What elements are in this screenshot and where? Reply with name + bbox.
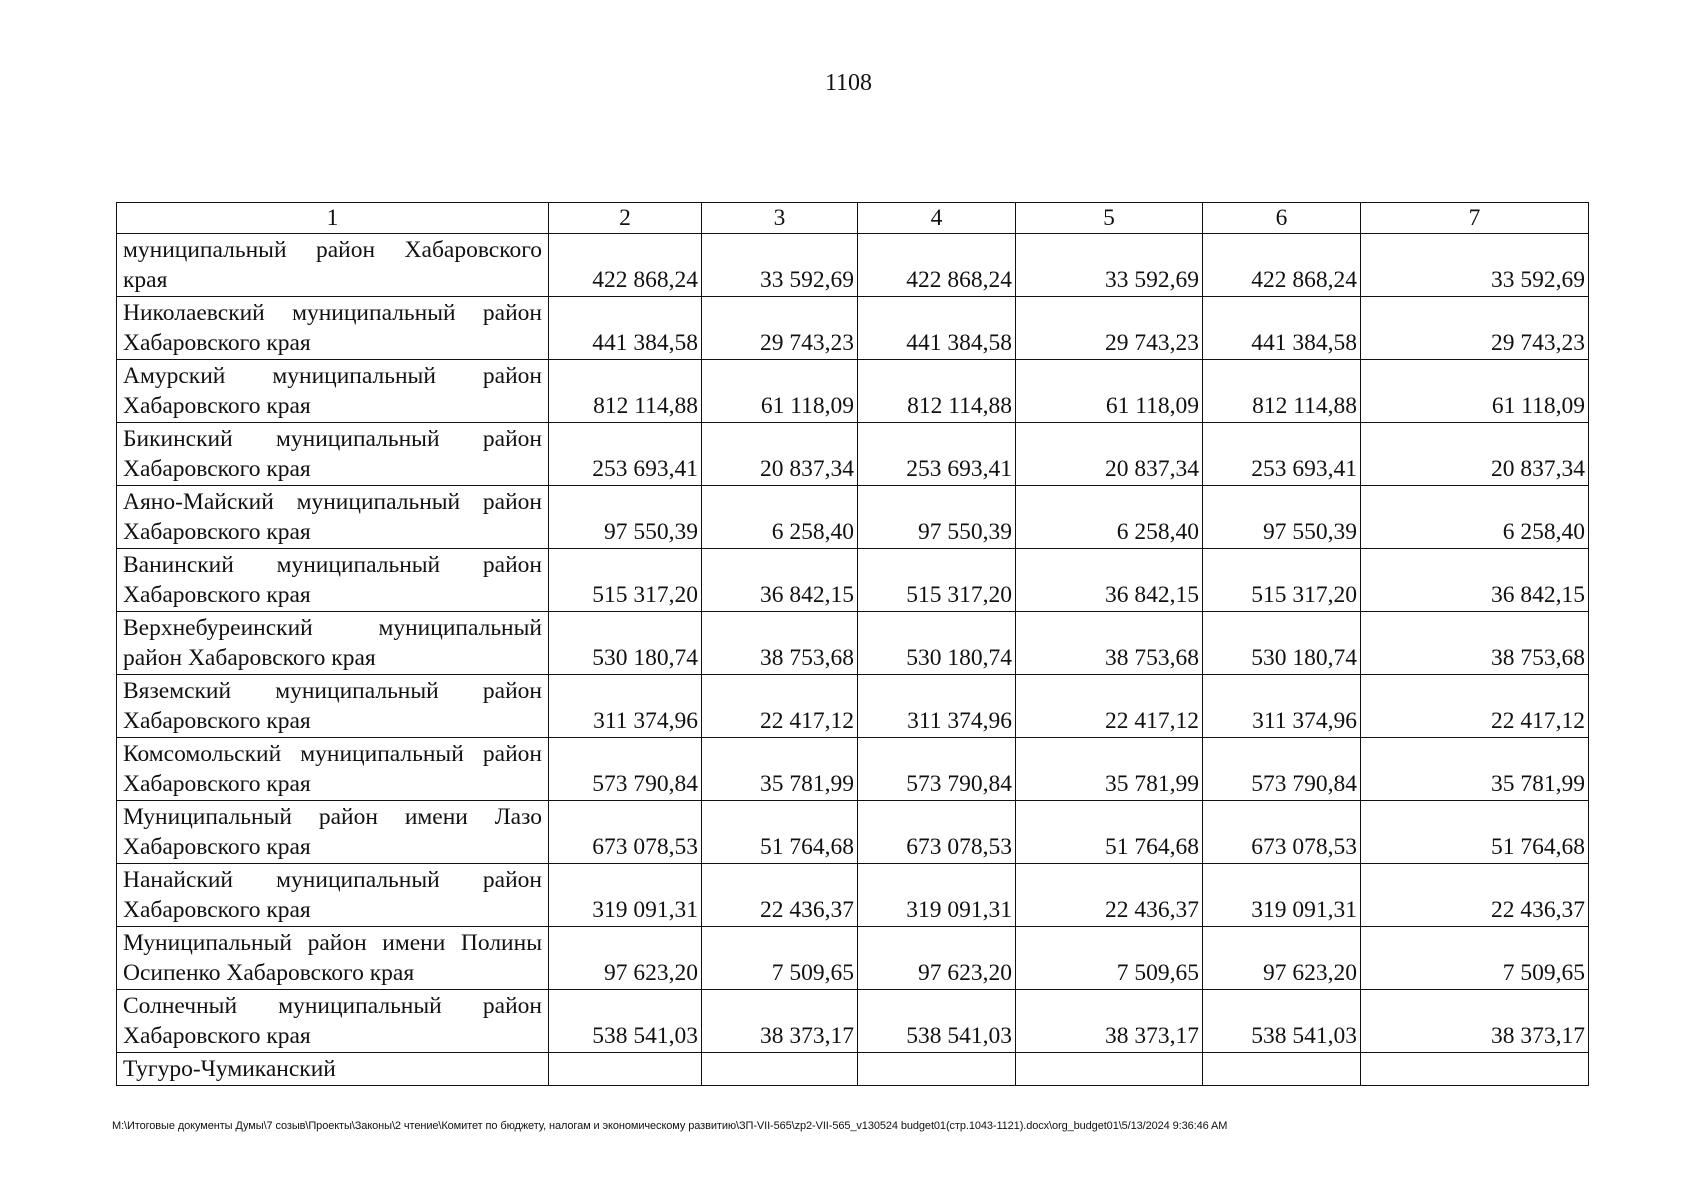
amount-cell: 20 837,34	[1361, 423, 1589, 486]
amount-cell: 35 781,99	[702, 738, 858, 801]
amount-cell: 515 317,20	[858, 549, 1016, 612]
amount-cell: 253 693,41	[858, 423, 1016, 486]
amount-cell	[858, 1053, 1016, 1086]
district-name-cell: Вяземский муниципальный район Хабаровского края	[117, 675, 549, 738]
amount-cell: 22 417,12	[702, 675, 858, 738]
amount-cell: 319 091,31	[858, 864, 1016, 927]
amount-cell: 97 550,39	[1203, 486, 1361, 549]
amount-cell: 6 258,40	[702, 486, 858, 549]
amount-cell: 311 374,96	[549, 675, 702, 738]
table-row	[117, 234, 1589, 297]
amount-cell: 422 868,24	[1203, 234, 1361, 297]
amount-cell: 573 790,84	[1203, 738, 1361, 801]
column-header: 4	[858, 203, 1016, 234]
amount-cell: 6 258,40	[1361, 486, 1589, 549]
column-number-row	[117, 203, 1589, 234]
amount-cell: 311 374,96	[858, 675, 1016, 738]
amount-cell: 33 592,69	[1361, 234, 1589, 297]
amount-cell: 538 541,03	[549, 990, 702, 1053]
district-name-cell: Муниципальный район имени Полины Осипенко Хабаровского края	[117, 927, 549, 990]
amount-cell: 22 417,12	[1361, 675, 1589, 738]
table-row	[117, 1053, 1589, 1086]
district-name-cell: Комсомольский муниципальный район Хабаровского края	[117, 738, 549, 801]
amount-cell: 22 436,37	[1361, 864, 1589, 927]
amount-cell: 35 781,99	[1361, 738, 1589, 801]
budget-table	[116, 202, 1589, 1086]
amount-cell: 812 114,88	[858, 360, 1016, 423]
amount-cell: 530 180,74	[1203, 612, 1361, 675]
amount-cell: 29 743,23	[1361, 297, 1589, 360]
table-row	[117, 801, 1589, 864]
table-row	[117, 927, 1589, 990]
table-row	[117, 360, 1589, 423]
amount-cell: 61 118,09	[1016, 360, 1203, 423]
amount-cell: 38 753,68	[1361, 612, 1589, 675]
district-name-cell: Верхнебуреинский муниципальный район Хабаровского края	[117, 612, 549, 675]
district-name-cell: Аяно-Майский муниципальный район Хабаровского края	[117, 486, 549, 549]
amount-cell: 253 693,41	[1203, 423, 1361, 486]
amount-cell: 573 790,84	[549, 738, 702, 801]
amount-cell: 812 114,88	[549, 360, 702, 423]
amount-cell: 38 753,68	[1016, 612, 1203, 675]
amount-cell: 20 837,34	[702, 423, 858, 486]
amount-cell: 36 842,15	[702, 549, 858, 612]
table-row	[117, 423, 1589, 486]
amount-cell: 319 091,31	[1203, 864, 1361, 927]
amount-cell: 812 114,88	[1203, 360, 1361, 423]
amount-cell: 253 693,41	[549, 423, 702, 486]
table-row	[117, 990, 1589, 1053]
amount-cell	[1016, 1053, 1203, 1086]
amount-cell: 441 384,58	[858, 297, 1016, 360]
amount-cell: 97 623,20	[549, 927, 702, 990]
amount-cell: 97 623,20	[1203, 927, 1361, 990]
amount-cell: 441 384,58	[1203, 297, 1361, 360]
amount-cell	[549, 1053, 702, 1086]
amount-cell: 29 743,23	[1016, 297, 1203, 360]
amount-cell: 36 842,15	[1361, 549, 1589, 612]
amount-cell: 538 541,03	[858, 990, 1016, 1053]
amount-cell: 22 436,37	[1016, 864, 1203, 927]
table-row	[117, 297, 1589, 360]
district-name-cell: Ванинский муниципальный район Хабаровского края	[117, 549, 549, 612]
amount-cell: 22 436,37	[702, 864, 858, 927]
amount-cell: 97 623,20	[858, 927, 1016, 990]
column-header: 7	[1361, 203, 1589, 234]
amount-cell: 38 373,17	[1016, 990, 1203, 1053]
amount-cell: 7 509,65	[702, 927, 858, 990]
amount-cell: 422 868,24	[858, 234, 1016, 297]
amount-cell: 35 781,99	[1016, 738, 1203, 801]
amount-cell: 515 317,20	[1203, 549, 1361, 612]
amount-cell: 673 078,53	[858, 801, 1016, 864]
district-name-cell: Бикинский муниципальный район Хабаровского края	[117, 423, 549, 486]
amount-cell	[1361, 1053, 1589, 1086]
amount-cell: 530 180,74	[549, 612, 702, 675]
amount-cell: 7 509,65	[1016, 927, 1203, 990]
amount-cell: 7 509,65	[1361, 927, 1589, 990]
table-row	[117, 675, 1589, 738]
amount-cell: 61 118,09	[1361, 360, 1589, 423]
amount-cell: 573 790,84	[858, 738, 1016, 801]
district-name-cell: Николаевский муниципальный район Хабаровского края	[117, 297, 549, 360]
district-name-cell: муниципальный район Хабаровского края	[117, 234, 549, 297]
district-name-cell: Амурский муниципальный район Хабаровского края	[117, 360, 549, 423]
amount-cell: 422 868,24	[549, 234, 702, 297]
amount-cell: 97 550,39	[858, 486, 1016, 549]
table-row	[117, 612, 1589, 675]
table-row	[117, 738, 1589, 801]
amount-cell	[702, 1053, 858, 1086]
district-name-cell: Солнечный муниципальный район Хабаровского края	[117, 990, 549, 1053]
district-name-cell: Тугуро-Чумиканский	[117, 1053, 549, 1086]
amount-cell: 51 764,68	[1361, 801, 1589, 864]
amount-cell: 538 541,03	[1203, 990, 1361, 1053]
table-row	[117, 486, 1589, 549]
amount-cell: 36 842,15	[1016, 549, 1203, 612]
amount-cell: 22 417,12	[1016, 675, 1203, 738]
amount-cell: 311 374,96	[1203, 675, 1361, 738]
amount-cell: 441 384,58	[549, 297, 702, 360]
column-header: 2	[549, 203, 702, 234]
amount-cell: 61 118,09	[702, 360, 858, 423]
amount-cell: 673 078,53	[549, 801, 702, 864]
amount-cell: 38 373,17	[702, 990, 858, 1053]
table-row	[117, 864, 1589, 927]
amount-cell: 51 764,68	[1016, 801, 1203, 864]
district-name-cell: Нанайский муниципальный район Хабаровского края	[117, 864, 549, 927]
amount-cell: 38 753,68	[702, 612, 858, 675]
amount-cell	[1203, 1053, 1361, 1086]
file-path-footer: M:\Итоговые документы Думы\7 созыв\Проекты\Законы\2 чтение\Комитет по бюджету, налогам и экономическому развитию\ЗП-VII-565\zp2-VII-565_v130524 budget01(стр.1043-1121).docx\org_budget01\5/13/2024 9:36:46 AM	[112, 1120, 1228, 1132]
page-number: 1108	[824, 70, 873, 96]
amount-cell: 33 592,69	[702, 234, 858, 297]
amount-cell: 51 764,68	[702, 801, 858, 864]
amount-cell: 673 078,53	[1203, 801, 1361, 864]
column-header: 6	[1203, 203, 1361, 234]
amount-cell: 530 180,74	[858, 612, 1016, 675]
column-header: 5	[1016, 203, 1203, 234]
district-name-cell: Муниципальный район имени Лазо Хабаровского края	[117, 801, 549, 864]
table-row	[117, 549, 1589, 612]
amount-cell: 29 743,23	[702, 297, 858, 360]
amount-cell: 38 373,17	[1361, 990, 1589, 1053]
amount-cell: 515 317,20	[549, 549, 702, 612]
column-header: 3	[702, 203, 858, 234]
amount-cell: 6 258,40	[1016, 486, 1203, 549]
column-header: 1	[117, 203, 549, 234]
amount-cell: 97 550,39	[549, 486, 702, 549]
amount-cell: 319 091,31	[549, 864, 702, 927]
amount-cell: 33 592,69	[1016, 234, 1203, 297]
amount-cell: 20 837,34	[1016, 423, 1203, 486]
